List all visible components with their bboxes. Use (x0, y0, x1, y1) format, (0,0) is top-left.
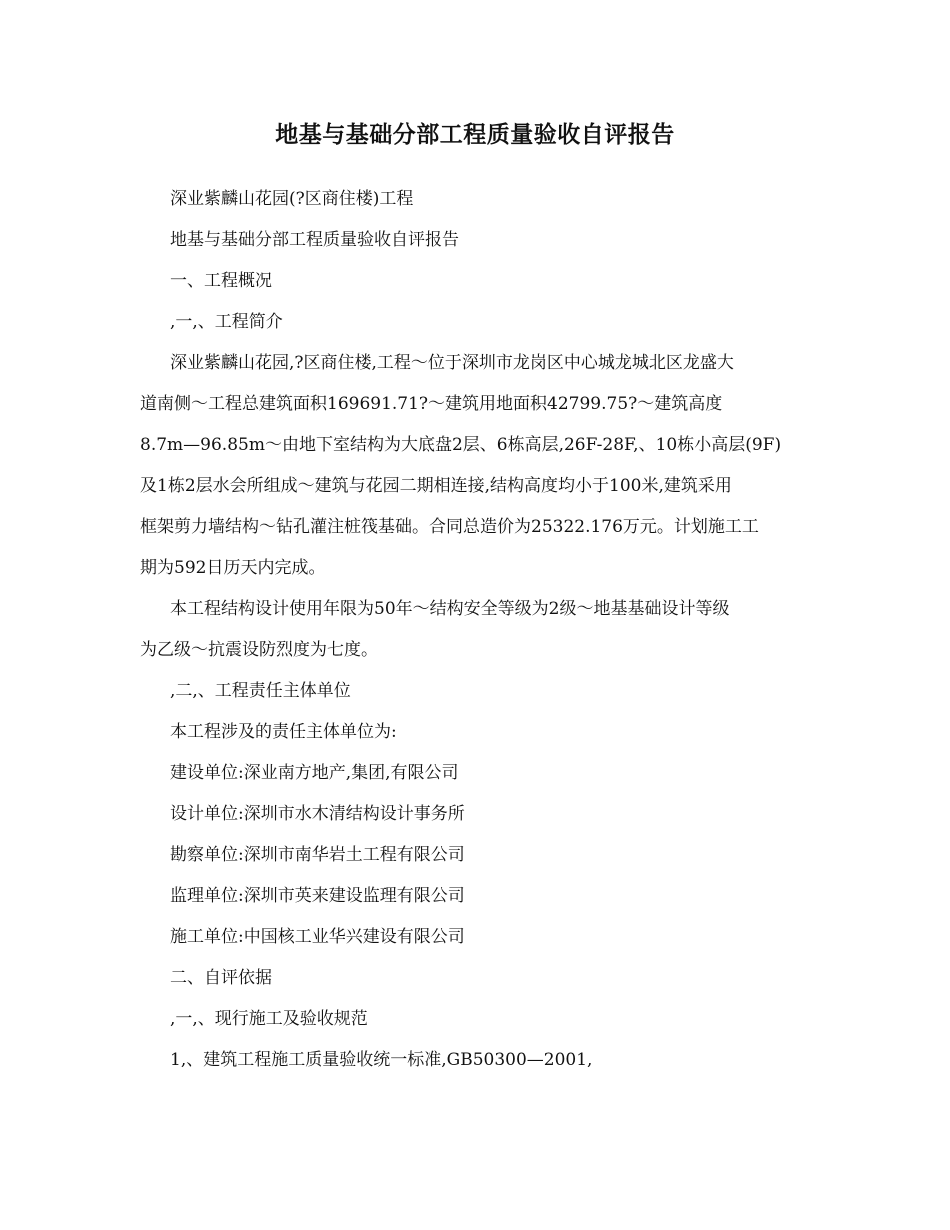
subsection-heading-intro: ,一,、工程简介 (170, 312, 283, 332)
paragraph-line: 本工程涉及的责任主体单位为: (170, 722, 397, 742)
paragraph-line: 本工程结构设计使用年限为50年～结构安全等级为2级～地基基础设计等级 (170, 599, 730, 619)
section-heading-overview: 一、工程概况 (170, 271, 272, 291)
paragraph-line: 框架剪力墙结构～钻孔灌注桩筏基础。合同总造价为25322.176万元。计划施工工 (140, 517, 759, 537)
document-title: 地基与基础分部工程质量验收自评报告 (275, 121, 675, 148)
report-subtitle-line: 地基与基础分部工程质量验收自评报告 (170, 230, 459, 250)
party-line-surveyor: 勘察单位:深圳市南华岩土工程有限公司 (170, 845, 465, 865)
party-line-supervisor: 监理单位:深圳市英来建设监理有限公司 (170, 886, 465, 906)
paragraph-line: 深业紫麟山花园,?区商住楼,工程～位于深圳市龙岗区中心城龙城北区龙盛大 (170, 353, 734, 373)
party-line-designer: 设计单位:深圳市水木清结构设计事务所 (170, 804, 465, 824)
party-line-builder: 建设单位:深业南方地产,集团,有限公司 (170, 763, 459, 783)
paragraph-line: 为乙级～抗震设防烈度为七度。 (140, 640, 378, 660)
paragraph-line: 8.7m—96.85m～由地下室结构为大底盘2层、6栋高层,26F-28F,、10栋小高层(9F) (140, 435, 782, 455)
paragraph-line: 道南侧～工程总建筑面积169691.71?～建筑用地面积42799.75?～建筑高度 (140, 394, 723, 414)
standard-item-line: 1,、建筑工程施工质量验收统一标准,GB50300—2001, (170, 1050, 593, 1070)
party-line-contractor: 施工单位:中国核工业华兴建设有限公司 (170, 927, 465, 947)
subsection-heading-standards: ,一,、现行施工及验收规范 (170, 1009, 368, 1029)
subsection-heading-parties: ,二,、工程责任主体单位 (170, 681, 351, 701)
paragraph-line: 期为592日历天内完成。 (140, 558, 326, 578)
paragraph-line: 及1栋2层水会所组成～建筑与花园二期相连接,结构高度均小于100米,建筑采用 (140, 476, 732, 496)
section-heading-basis: 二、自评依据 (170, 968, 272, 988)
project-name-line: 深业紫麟山花园(?区商住楼)工程 (170, 189, 414, 209)
